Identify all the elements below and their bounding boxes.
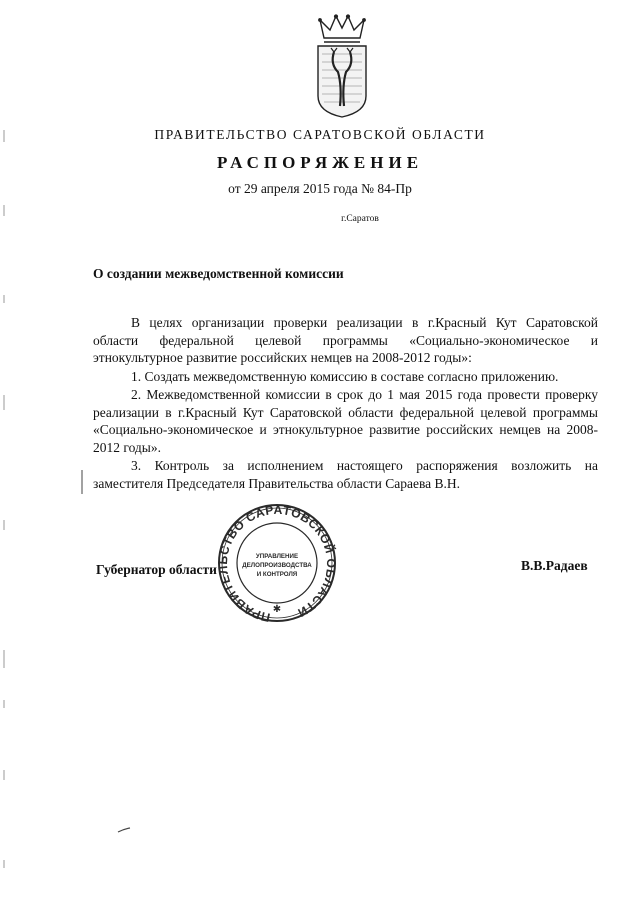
- signatory-title: Губернатор области: [96, 562, 217, 577]
- official-stamp: [213, 502, 341, 624]
- organization-title: ПРАВИТЕЛЬСТВО САРАТОВСКОЙ ОБЛАСТИ: [154, 127, 486, 142]
- item-3-paragraph: 3. Контроль за исполнением настоящего распоряжения возложить на заместителя Председателя Правительства области Сараева В.Н.: [93, 458, 598, 491]
- document-city: г.Саратов: [341, 214, 379, 224]
- stamp-outer-text: ПРАВИТЕЛЬСТВО САРАТОВСКОЙ ОБЛАСТИ: [215, 502, 339, 624]
- stamp-inner-line-2: ДЕЛОПРОИЗВОДСТВА: [242, 562, 312, 569]
- item-2-paragraph: 2. Межведомственной комиссии в срок до 1 мая 2015 года провести проверку реализации в г.Красный Кут Саратовской области федеральной целевой программы «Социально-экономическое и этнокультурное развитие российских немцев на 2008-2012 годы».: [93, 387, 598, 455]
- document-subject: О создании межведомственной комиссии: [93, 266, 344, 281]
- signatory-name: В.В.Радаев: [521, 558, 588, 573]
- document-type: РАСПОРЯЖЕНИЕ: [216, 153, 424, 172]
- svg-text:✱: ✱: [272, 604, 282, 615]
- document-date-number: от 29 апреля 2015 года № 84-Пр: [228, 181, 412, 196]
- item-1-paragraph: 1. Создать межведомственную комиссию в составе согласно приложению.: [131, 369, 559, 384]
- coat-of-arms-emblem: [312, 14, 372, 118]
- stamp-inner-line-1: УПРАВЛЕНИЕ: [255, 553, 299, 560]
- preamble-paragraph: В целях организации проверки реализации в г.Красный Кут Саратовской области федеральной целевой программы «Социально-экономическое и этнокультурное развитие российских немцев на 2008-2012 годы»:: [93, 315, 598, 366]
- stamp-inner-line-3: И КОНТРОЛЯ: [256, 571, 298, 578]
